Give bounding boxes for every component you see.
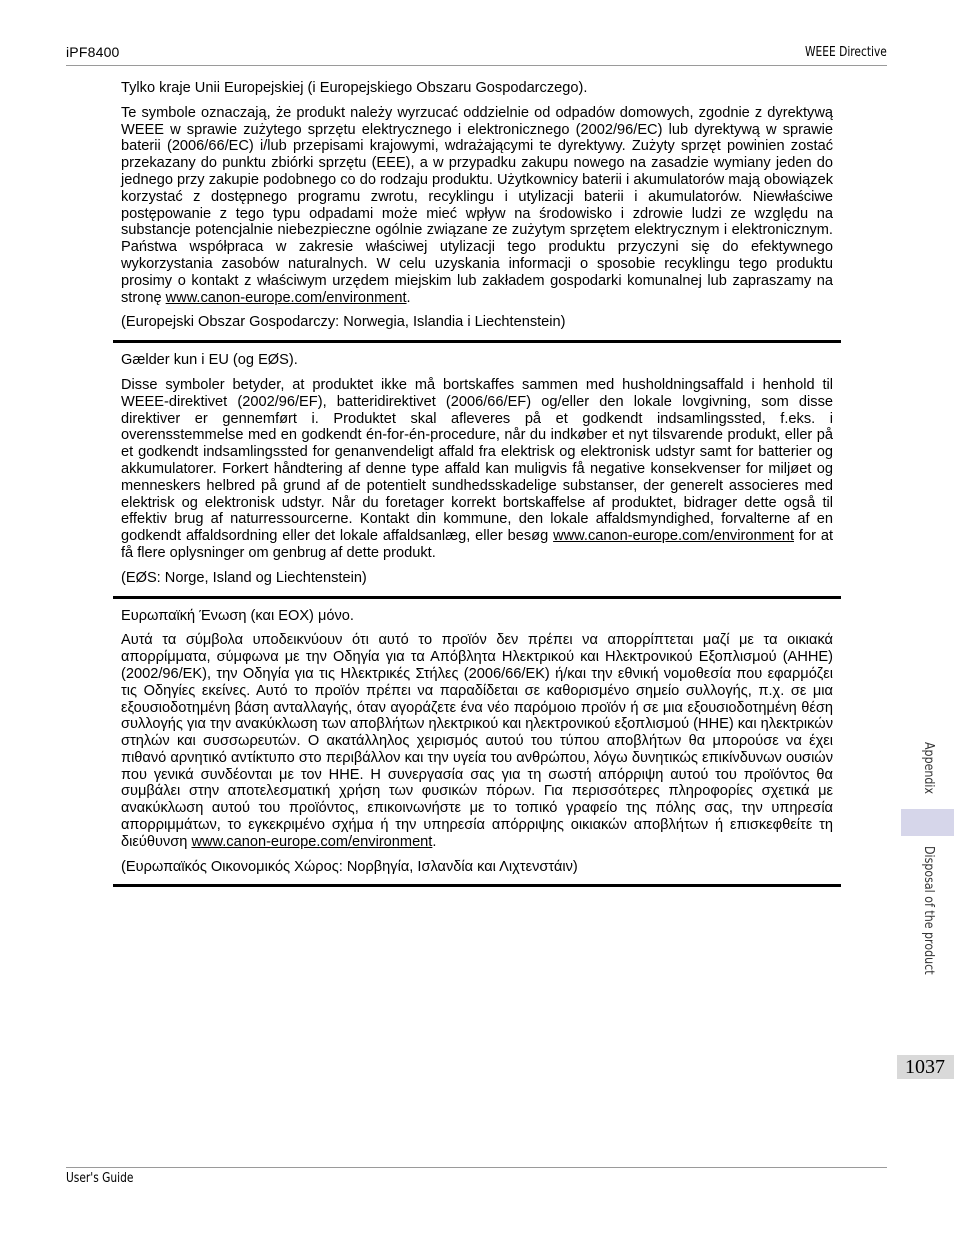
notice-body [121, 632, 833, 850]
notice-content [113, 70, 841, 887]
environment-link[interactable]: www.canon-europe.com/environment [553, 528, 795, 545]
page-number: 1037 [905, 1056, 945, 1078]
notice-scope: Gælder kun i EU (og EØS). [121, 352, 298, 369]
side-chapter-label [912, 742, 942, 802]
notice-body-text: Disse symboler betyder, at produktet ikke må bortskaffes sammen med husholdningsaffald i henhold til WEEE-direktivet (2002/96/EF), batteridirektivet (2006/66/EF) og/eller den lokale lovgivning, som disse direktiver er gennemført i. Produktet skal afleveres på et godkendt indsamlingssted, f.eks. i overensstemmelse med en godkendt én-for-én-procedure, når du indkøber et nyt tilsvarende produkt, eller på et godkendt indsamlingssted for genanvendeligt affald fra elektrisk og elektronisk udstyr samt for batterier og akkumulatorer. Forkert håndtering af denne type affald kan muligvis få negative konsekvenser for miljøet og menneskers helbred på grund af de potentielt sundhedsskadelige substanser, der generelt associeres med elektrisk og elektronisk udstyr. Når du foretager korrekt bortskaffelse af produktet, bidrager dette også til effektiv brug af naturressourcerne. Kontakt din kommune, den lokale affaldsmyndighed, forvalterne af en godkendt affaldsordning eller det lokale affaldsanlæg, eller besøg [121, 376, 833, 545]
section-divider [113, 884, 841, 887]
notice-area-note: (Europejski Obszar Gospodarczy: Norwegia, Islandia i Liechtenstein) [121, 314, 566, 331]
notice-body-tail: for at få flere oplysninger om genbrug af dette produkt. [121, 528, 833, 561]
environment-link[interactable]: www.canon-europe.com/environment [165, 289, 407, 306]
notice-body-tail: . [432, 833, 437, 850]
header-divider [66, 65, 887, 66]
notice-body-tail: . [406, 289, 411, 306]
footer-divider [66, 1167, 887, 1168]
notice-greek [113, 599, 841, 885]
side-chapter-tab [901, 809, 954, 836]
notice-body [121, 105, 833, 307]
notice-area-note: (Ευρωπαϊκός Οικονομικός Χώρος: Νορβηγία, Ισλανδία και Λιχτενστάιν) [121, 858, 578, 875]
notice-scope: Tylko kraje Unii Europejskiej (i Europejskiego Obszaru Gospodarczego). [121, 80, 588, 96]
notice-body [121, 377, 833, 562]
notice-scope: Ευρωπαϊκή Ένωση (και ΕΟΧ) μόνο. [121, 607, 354, 624]
notice-body-text: Te symbole oznaczają, że produkt należy wyrzucać oddzielnie od odpadów domowych, zgodnie z dyrektywą WEEE w sprawie zużytego sprzętu elektrycznego i elektronicznego (2002/96/EC) lub dyrektywą w sprawie baterii (2006/66/EC) i/lub przepisami krajowymi, wdrażającymi te dyrektywy. Zużyty sprzęt powinien zostać przekazany do punktu zbiórki sprzętu (EEE), a w przypadku zakupu nowego na zasadzie wymiany jeden do jednego przy zakupie podobnego co do rodzaju produktu. Użytkownicy baterii i akumulatorów mają obowiązek korzystać z dostępnego programu zwrotu, recyklingu i utylizacji baterii i akumulatorów. Niewłaściwe postępowanie z tego typu odpadami może mieć wpływ na środowisko i zdrowie ludzi ze względu na substancje potencjalnie niebezpieczne ogólnie związane ze zużytym sprzętem elektrycznym i elektronicznym. Państwa współpraca w zakresie właściwej utylizacji tego produktu przyczyni się do efektywnego wykorzystania zasobów naturalnych. W celu uzyskania informacji o sposobie recyklingu tego produktu prosimy o kontakt z właściwym urzędem miejskim lub zakładem gospodarki komunalnej lub zapraszamy na stronę [121, 104, 833, 306]
product-model: iPF8400 [66, 44, 120, 60]
notice-danish [113, 343, 841, 595]
guide-title: User's Guide [66, 1171, 134, 1186]
side-topic-label [912, 846, 942, 986]
environment-link[interactable]: www.canon-europe.com/environment [191, 833, 433, 850]
notice-polish [113, 70, 841, 340]
side-topic-text: Disposal of the product [921, 846, 936, 975]
section-title: WEEE Directive [805, 45, 887, 60]
notice-area-note: (EØS: Norge, Island og Liechtenstein) [121, 569, 367, 586]
notice-body-text: Αυτά τα σύμβολα υποδεικνύουν ότι αυτό το προϊόν δεν πρέπει να απορρίπτεται μαζί με τα οικιακά απορρίμματα, σύμφωνα με την Οδηγία για τα Απόβλητα Ηλεκτρικού και Ηλεκτρονικού Εξοπλισμού (ΑΗΗΕ) (2002/96/ΕΚ), την Οδηγία για τις Ηλεκτρικές Στήλες (2006/66/ΕΚ) ή/και την εθνική νομοθεσία που εφαρμόζει τις Οδηγίες εκείνες. Αυτό το προϊόν πρέπει να παραδίδεται σε καθορισμένο σημείο συλλογής, π.χ. σε μια εξουσιοδοτημένη βάση ανταλλαγής, όταν αγοράζετε ένα νέο παρόμοιο προϊόν ή σε μια εξουσιοδοτημένη θέση συλλογής για την ανακύκλωση των αποβλήτων ηλεκτρικού και ηλεκτρονικού εξοπλισμού (ΗΗΕ) και ηλεκτρικών στηλών και συσσωρευτών. Ο ακατάλληλος χειρισμός αυτού του τύπου αποβλήτων θα μπορούσε να έχει πιθανό αρνητικό αντίκτυπο στο περιβάλλον και την υγεία του ανθρώπου, λόγω δυνητικώς επικίνδυνων ουσιών που γενικά συνδέονται με τον ΗΗΕ. Η συνεργασία σας για τη σωστή απόρριψη αυτού του προϊόντος θα συμβάλει στην αποτελεσματική χρήση των φυσικών πόρων. Για περισσότερες πληροφορίες σχετικά με ανακύκλωση αυτού του προϊόντος, επικοινωνήστε με το τοπικό γραφείο της πόλης σας, την υπηρεσία απορριμμάτων, το εγκεκριμένο σχήμα ή την υπηρεσία απόρριψης οικιακών αποβλήτων ή επισκεφθείτε τη διεύθυνση [121, 632, 833, 850]
side-chapter-text: Appendix [921, 742, 936, 795]
